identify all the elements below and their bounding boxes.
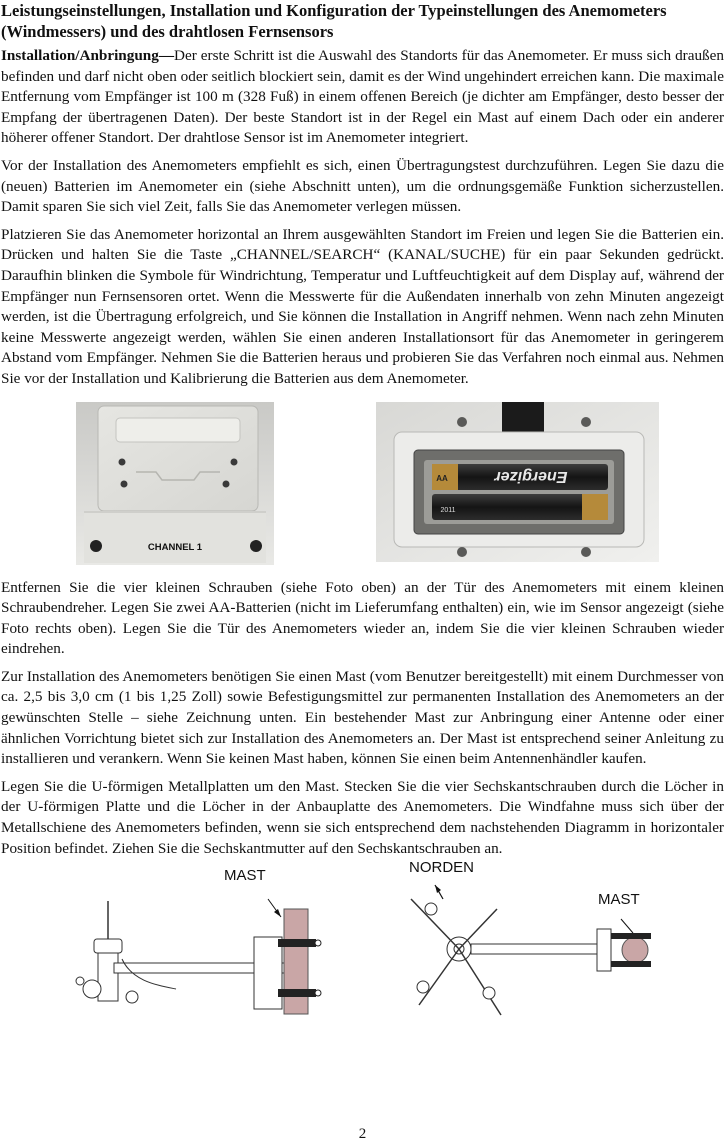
screw-icon	[231, 458, 238, 465]
battery-door-photo	[76, 402, 274, 565]
paragraph-placement: Platzieren Sie das Anemometer horizontal an Ihrem ausgewählten Standort im Freien und legen Sie die Batterien ein. Drücken und halten Sie die Taste „CHANNEL/SEARCH“ (KANAL/SUCHE) für ein paar Sekunden gedrückt. Daraufhin blinken die Symbole für Windrichtung, Temperatur und Luftfeuchtigkeit auf dem Display auf, während der Empfänger nun Fernsensoren ortet. Wenn die Messwerte für die Außendaten innerhalb von zehn Minuten angezeigt werden, ist die Übertragung erfolgreich, und Sie können die Installation in Angriff nehmen. Wenn nach zehn Minuten keine Messwerte angezeigt werden, wählen Sie einen anderen Installationsort für das Anemometer in geringerem Abstand vom Empfänger. Nehmen Sie die Batterien heraus und probieren Sie das Verfahren noch einmal aus. Nehmen Sie vor der Installation und Kalibrierung die Batterien aus dem Anemometer.	[1, 225, 724, 387]
page-number: 2	[358, 1126, 367, 1142]
section-heading: Leistungseinstellungen, Installation und Konfiguration der Typeinstellungen des Anemometers (Windmessers) und des drahtlosen Fernsensors	[1, 1, 667, 41]
paragraph-transmission-test: Vor der Installation des Anemometers empfiehlt es sich, einen Übertragungstest durchzuführen. Legen Sie dazu die (neuen) Batterien im Anemometer ein (siehe Abschnitt unten), um die ordnungsgemäße Funktion sicherzustellen. Damit sparen Sie sich viel Zeit, falls Sie das Anemometer verlegen müssen.	[1, 156, 724, 216]
paragraph-text: Der erste Schritt ist die Auswahl des Standorts für das Anemometer. Er muss sich draußen befinden und darf nicht oben oder seitlich blockiert sein, damit es der Wind ungehindert erreichen kann. Die maximale Entfernung vom Empfänger ist 100 m (328 Fuß) in einem offenen Bereich (je dichter am Empfänger, desto besser der Empfang der übertragenen Daten). Der beste Standort ist in der Regel ein Mast auf einem Dach oder ein anderer höherer offener Standort. Der drahtlose Sensor ist im Anemometer integriert.	[1, 47, 724, 147]
north-label: NORDEN	[409, 859, 475, 877]
screw-icon	[223, 480, 230, 487]
paragraph-mast: Zur Installation des Anemometers benötigen Sie einen Mast (vom Benutzer bereitgestellt) mit einem Durchmesser von ca. 2,5 bis 3,0 cm (1 bis 1,25 Zoll) sowie Befestigungsmittel zur permanenten Installation des Anemometers an der gewünschten Stelle – siehe Zeichnung unten. Ein bestehender Mast zur Anbringung einer Antenne oder einer ähnlichen Vorrichtung bietet sich zur Installation des Anemometers an. Der Mast ist entsprechend seiner Anleitung zu installieren und verankern. Wenn Sie keinen Mast haben, können Sie einen beim Antennenhändler kaufen.	[1, 667, 724, 768]
battery-size-label: AA	[436, 473, 448, 483]
paragraph-remove-screws: Entfernen Sie die vier kleinen Schrauben (siehe Foto oben) an der Tür des Anemometers mit einem kleinen Schraubendreher. Legen Sie zwei AA-Batterien (nicht im Lieferumfang enthalten) ein, wie im Sensor angezeigt (siehe Foto rechts oben). Legen Sie die Tür des Anemometers wieder an, indem Sie die vier kleinen Schrauben wieder eindrehen.	[1, 578, 724, 658]
screw-icon	[119, 458, 126, 465]
screw-icon	[121, 480, 128, 487]
paragraph-lead: Installation/Anbringung—	[1, 47, 175, 64]
battery-year-label: 2011	[440, 506, 456, 514]
mounting-diagrams	[1, 861, 724, 1021]
paragraph-mounting: Legen Sie die U-förmigen Metallplatten um den Mast. Stecken Sie die vier Sechskantschrauben durch die Löcher in der U-förmigen Platte und die Löcher in der Anbauplatte des Anemometers. Die Windfahne muss sich über der Metallschiene des Anemometers befinden, wenn sie sich entsprechend dem nachstehenden Diagramm in horizontaler Position befindet. Ziehen Sie die Sechskantmutter auf den Sechskantschrauben an.	[1, 777, 724, 857]
photo-row	[1, 402, 724, 572]
paragraph-installation	[1, 46, 724, 149]
channel-label: CHANNEL 1	[147, 541, 203, 553]
mast-label-right: MAST	[598, 891, 640, 909]
side-view-diagram	[56, 889, 346, 1019]
mast-label-left: MAST	[224, 867, 266, 885]
battery-brand: Energizer	[494, 467, 568, 485]
battery-compartment-photo	[376, 402, 659, 562]
